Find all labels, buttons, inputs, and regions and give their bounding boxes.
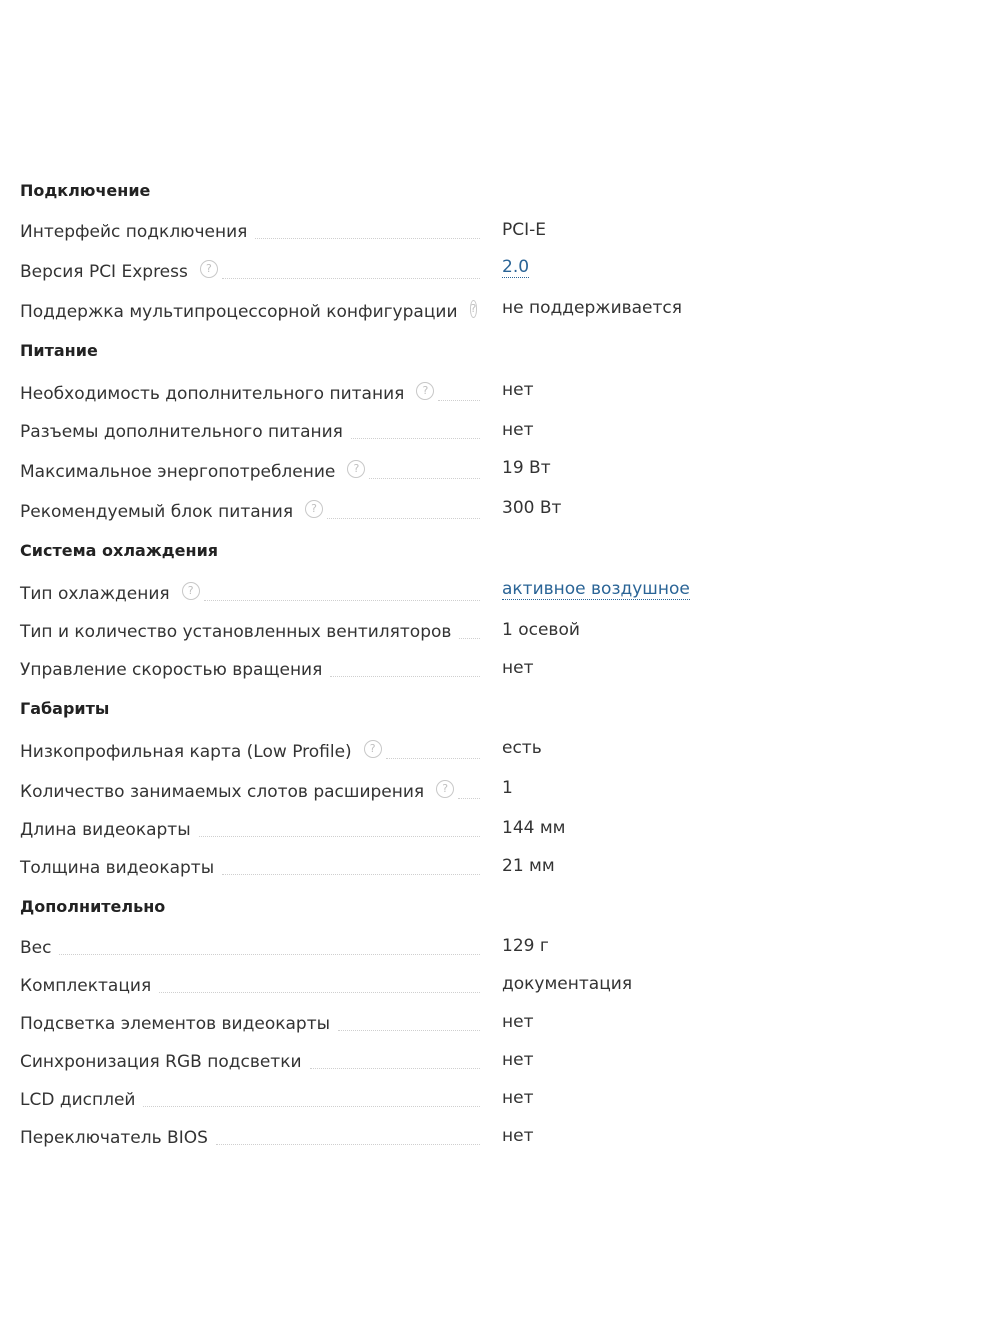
spec-label-cell <box>20 770 480 810</box>
dotted-leader <box>327 517 480 519</box>
spec-label-cell <box>20 412 480 450</box>
dotted-leader <box>204 599 480 601</box>
spec-label-cell <box>20 490 480 530</box>
dotted-leader <box>222 277 480 279</box>
spec-row <box>20 1080 720 1118</box>
spec-label: Толщина видеокарты <box>20 858 218 878</box>
spec-value: нет <box>502 1012 534 1032</box>
spec-label: Низкопрофильная карта (Low Profile) <box>20 742 356 762</box>
spec-value-cell <box>480 572 690 612</box>
spec-value-cell <box>480 290 682 330</box>
spec-value: нет <box>502 1126 534 1146</box>
spec-row <box>20 412 720 450</box>
spec-label-cell <box>20 848 480 886</box>
spec-value-cell <box>480 250 529 290</box>
spec-row <box>20 966 720 1004</box>
spec-label-cell <box>20 810 480 848</box>
spec-value-cell <box>480 966 632 1004</box>
spec-value-cell <box>480 412 533 450</box>
spec-section <box>20 336 720 530</box>
spec-value: есть <box>502 738 542 758</box>
spec-value: 1 <box>502 778 513 798</box>
spec-label-cell <box>20 650 480 688</box>
spec-value-cell <box>480 1042 533 1080</box>
spec-value-cell <box>480 848 555 886</box>
spec-value-link[interactable]: 2.0 <box>502 257 530 277</box>
spec-value: нет <box>502 1088 534 1108</box>
spec-value: PCI-E <box>502 220 547 240</box>
spec-label: Тип охлаждения <box>20 584 174 604</box>
spec-row <box>20 612 720 650</box>
spec-label-cell <box>20 1042 480 1080</box>
spec-row <box>20 372 720 412</box>
spec-label-cell <box>20 250 480 290</box>
spec-value: нет <box>502 420 534 440</box>
spec-row <box>20 212 720 250</box>
spec-label-cell <box>20 290 480 330</box>
spec-label: Интерфейс подключения <box>20 222 251 242</box>
help-icon[interactable]: ? <box>200 260 218 278</box>
spec-label-cell <box>20 730 480 770</box>
help-icon[interactable]: ? <box>182 582 200 600</box>
spec-value-cell <box>480 1118 533 1156</box>
dotted-leader <box>222 873 480 875</box>
spec-label: Управление скоростью вращения <box>20 660 326 680</box>
spec-value-cell <box>480 212 546 250</box>
specifications-list <box>20 176 720 1162</box>
spec-label-cell <box>20 450 480 490</box>
spec-label-cell <box>20 372 480 412</box>
dotted-leader <box>459 637 480 639</box>
spec-row <box>20 1042 720 1080</box>
help-icon[interactable]: ? <box>305 500 323 518</box>
spec-value-link[interactable]: активное воздушное <box>502 579 690 599</box>
spec-value: 129 г <box>502 936 549 956</box>
spec-label-cell <box>20 612 480 650</box>
section-title: Дополнительно <box>20 897 166 916</box>
spec-value-cell <box>480 1080 533 1118</box>
spec-row <box>20 450 720 490</box>
dotted-leader <box>216 1143 480 1145</box>
spec-row <box>20 770 720 810</box>
spec-label-cell <box>20 572 480 612</box>
spec-label: Подсветка элементов видеокарты <box>20 1014 334 1034</box>
spec-label: Комплектация <box>20 976 155 996</box>
spec-value: 21 мм <box>502 856 555 876</box>
spec-label: Разъемы дополнительного питания <box>20 422 347 442</box>
spec-label: Вес <box>20 938 55 958</box>
spec-row <box>20 1118 720 1156</box>
dotted-leader <box>330 675 480 677</box>
spec-value: не поддерживается <box>502 298 682 318</box>
spec-label: LCD дисплей <box>20 1090 139 1110</box>
spec-value-cell <box>480 928 549 966</box>
spec-row <box>20 490 720 530</box>
spec-section <box>20 536 720 688</box>
spec-value-cell <box>480 450 551 490</box>
dotted-leader <box>386 757 480 759</box>
spec-value-cell <box>480 1004 533 1042</box>
spec-label-cell <box>20 1004 480 1042</box>
spec-label: Необходимость дополнительного питания <box>20 384 408 404</box>
dotted-leader <box>255 237 480 239</box>
dotted-leader <box>310 1067 480 1069</box>
spec-value-cell <box>480 490 561 530</box>
help-icon[interactable]: ? <box>470 300 478 318</box>
spec-row <box>20 572 720 612</box>
spec-row <box>20 848 720 886</box>
spec-value: 1 осевой <box>502 620 580 640</box>
spec-value-cell <box>480 650 533 688</box>
spec-label-cell <box>20 928 480 966</box>
spec-label: Рекомендуемый блок питания <box>20 502 297 522</box>
spec-row <box>20 650 720 688</box>
spec-row <box>20 250 720 290</box>
spec-label-cell <box>20 212 480 250</box>
spec-value-cell <box>480 730 542 770</box>
spec-label-cell <box>20 1118 480 1156</box>
spec-row <box>20 290 720 330</box>
dotted-leader <box>458 797 480 799</box>
spec-label: Переключатель BIOS <box>20 1128 212 1148</box>
spec-value-cell <box>480 372 533 412</box>
dotted-leader <box>338 1029 480 1031</box>
section-title: Габариты <box>20 699 110 718</box>
dotted-leader <box>351 437 480 439</box>
spec-value: нет <box>502 380 534 400</box>
spec-label: Тип и количество установленных вентиляторов <box>20 622 455 642</box>
spec-row <box>20 1004 720 1042</box>
spec-row <box>20 928 720 966</box>
spec-label-cell <box>20 1080 480 1118</box>
spec-section <box>20 694 720 886</box>
spec-value-cell <box>480 810 566 848</box>
dotted-leader <box>159 991 480 993</box>
spec-value-cell <box>480 612 580 650</box>
spec-row <box>20 730 720 770</box>
spec-value-cell <box>480 770 513 810</box>
section-title: Подключение <box>20 181 151 200</box>
spec-section <box>20 892 720 1156</box>
spec-label: Поддержка мультипроцессорной конфигурации <box>20 302 462 322</box>
dotted-leader <box>143 1105 480 1107</box>
spec-value: 19 Вт <box>502 458 551 478</box>
spec-label: Количество занимаемых слотов расширения <box>20 782 428 802</box>
dotted-leader <box>369 477 480 479</box>
spec-value: документация <box>502 974 633 994</box>
spec-value: 144 мм <box>502 818 566 838</box>
spec-value: нет <box>502 658 534 678</box>
help-icon[interactable]: ? <box>416 382 434 400</box>
section-title: Система охлаждения <box>20 541 219 560</box>
spec-label: Версия PCI Express <box>20 262 192 282</box>
spec-section <box>20 176 720 330</box>
spec-label-cell <box>20 966 480 1004</box>
spec-label: Максимальное энергопотребление <box>20 462 339 482</box>
section-title: Питание <box>20 341 98 360</box>
spec-row <box>20 810 720 848</box>
dotted-leader <box>438 399 480 401</box>
help-icon[interactable]: ? <box>347 460 365 478</box>
spec-label: Синхронизация RGB подсветки <box>20 1052 306 1072</box>
spec-value: 300 Вт <box>502 498 562 518</box>
spec-value: нет <box>502 1050 534 1070</box>
dotted-leader <box>59 953 480 955</box>
spec-label: Длина видеокарты <box>20 820 195 840</box>
help-icon[interactable]: ? <box>436 780 454 798</box>
help-icon[interactable]: ? <box>364 740 382 758</box>
dotted-leader <box>199 835 480 837</box>
